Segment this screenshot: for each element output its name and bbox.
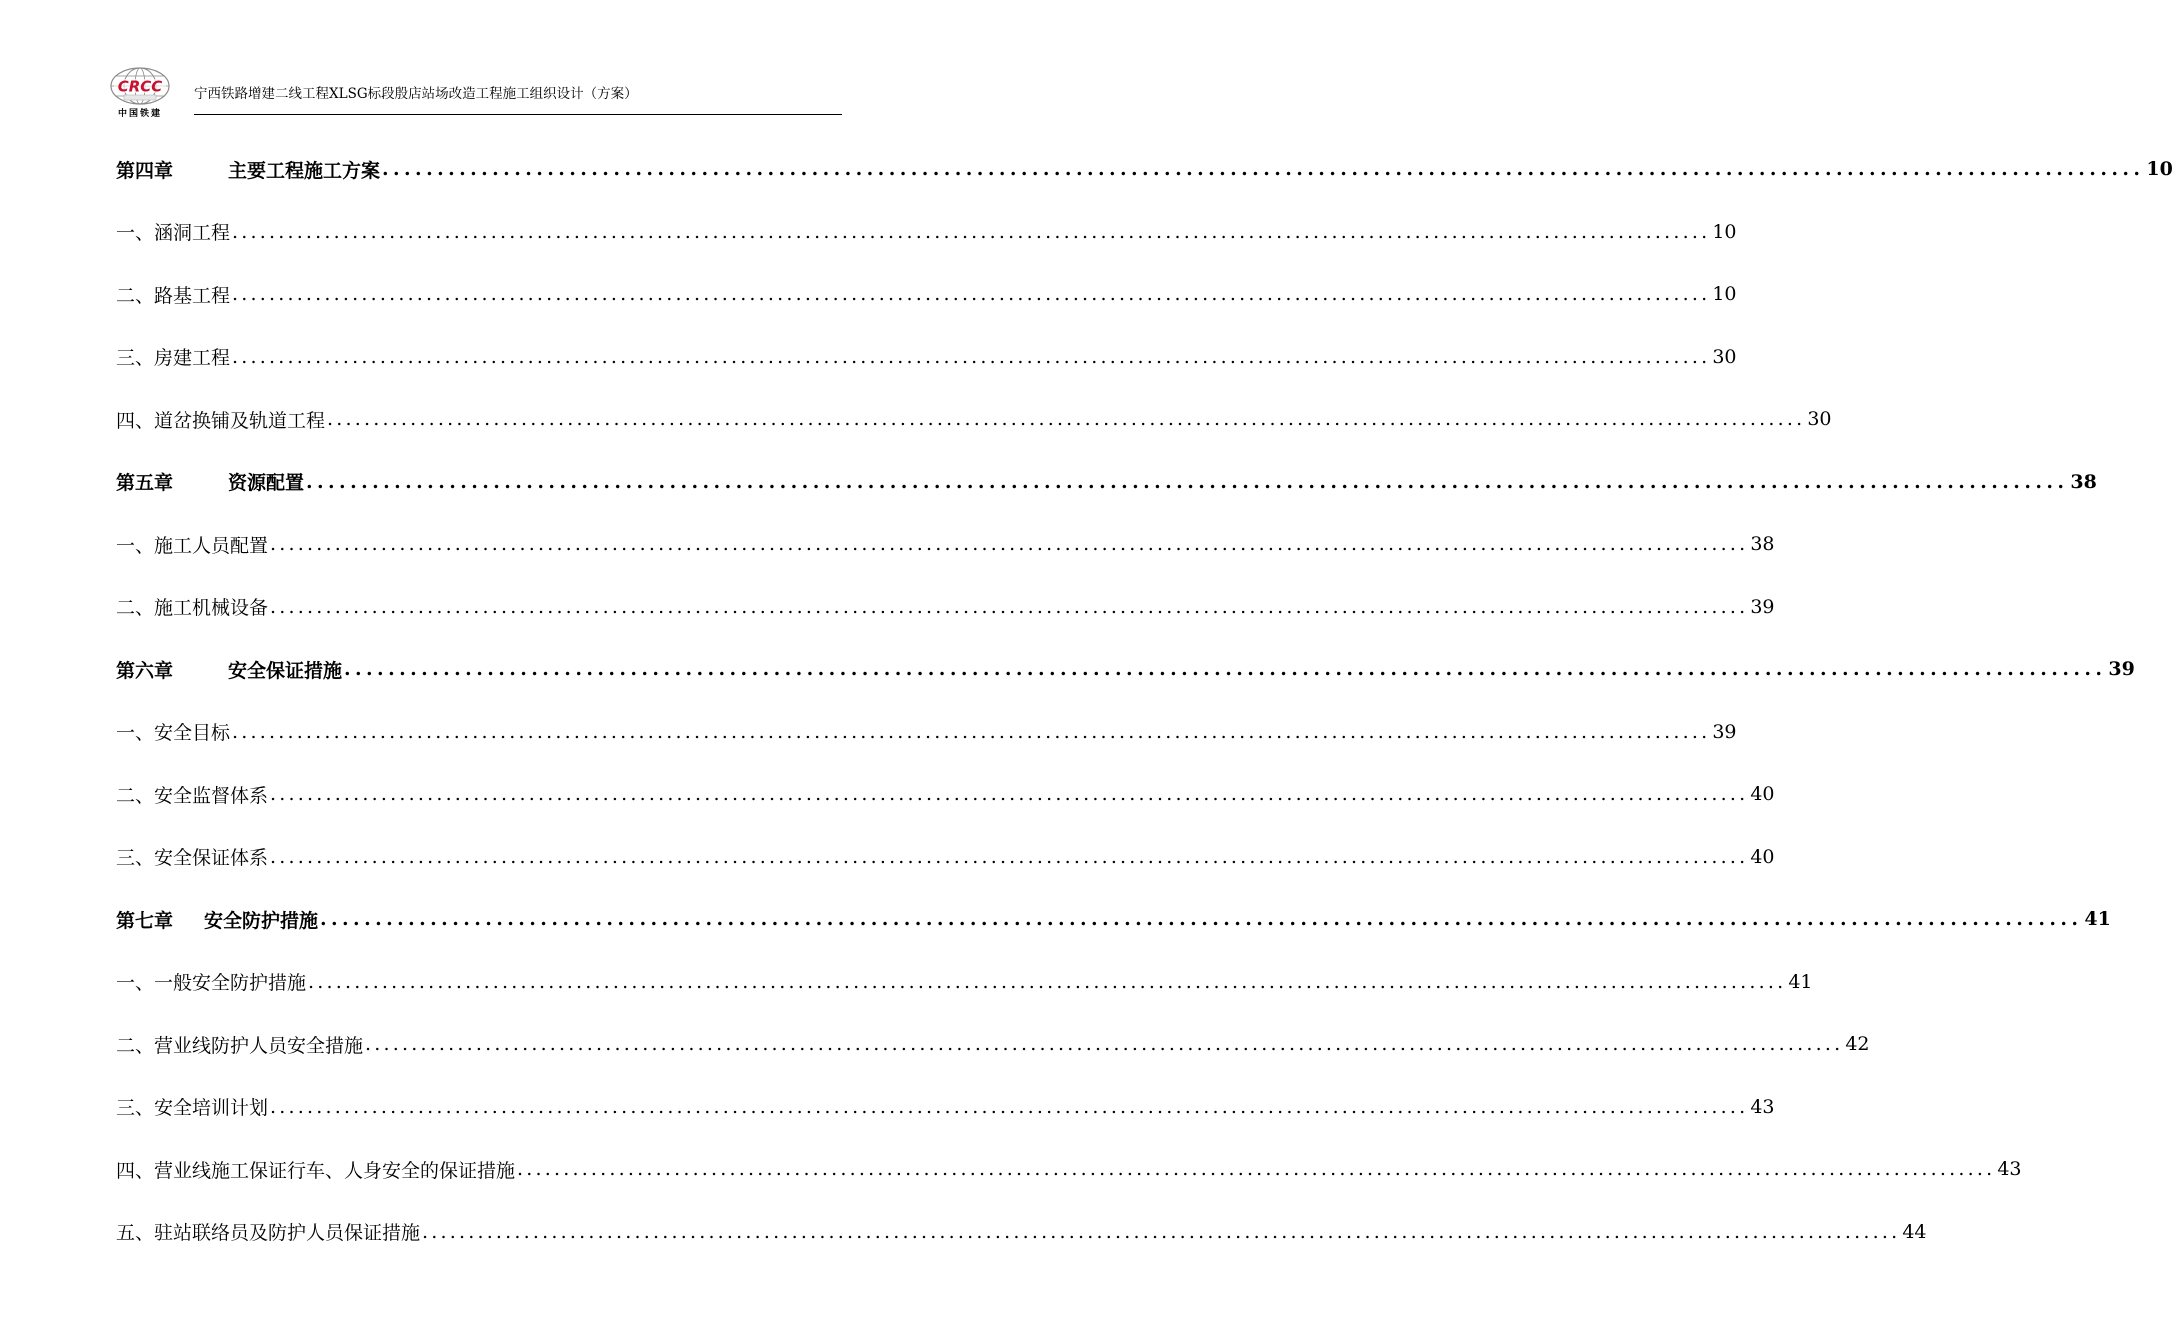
toc-section-entry[interactable] bbox=[116, 263, 1737, 326]
toc-entry-title: 三、安全培训计划 bbox=[116, 1097, 269, 1120]
toc-page-number: 10 bbox=[2146, 158, 2173, 181]
toc-dot-leader: ................................................................................................................................................................ bbox=[270, 1095, 1749, 1118]
toc-entry-title: 三、房建工程 bbox=[116, 347, 231, 370]
toc-dot-leader: ................................................................................................................................................................ bbox=[232, 345, 1711, 368]
toc-dot-leader: ................................................................................................................................................................ bbox=[327, 408, 1806, 431]
toc-dot-leader: ................................................................................................................................................................ bbox=[344, 658, 2107, 681]
toc-entry-title: 资源配置 bbox=[228, 472, 305, 495]
toc-page-number: 44 bbox=[1902, 1220, 1927, 1243]
toc-page-number: 30 bbox=[1712, 345, 1737, 368]
logo-wordmark: CRCC bbox=[117, 77, 163, 96]
toc-page-number: 39 bbox=[1750, 595, 1775, 618]
toc-section-entry[interactable] bbox=[116, 701, 1737, 764]
toc-entry-title: 安全保证措施 bbox=[228, 659, 343, 682]
toc-dot-leader: ................................................................................................................................................................ bbox=[365, 1033, 1844, 1056]
toc-entry-title: 主要工程施工方案 bbox=[228, 159, 381, 182]
toc-entry-title: 三、安全保证体系 bbox=[116, 847, 269, 870]
document-header-title: 宁西铁路增建二线工程XLSG标段殷店站场改造工程施工组织设计（方案） bbox=[194, 86, 638, 102]
toc-chapter-number: 第四章 bbox=[116, 159, 174, 182]
toc-dot-leader: ................................................................................................................................................................ bbox=[232, 220, 1711, 243]
toc-section-entry[interactable] bbox=[116, 1076, 1775, 1139]
toc-chapter-entry[interactable] bbox=[116, 638, 2135, 701]
toc-page-number: 38 bbox=[1750, 533, 1775, 556]
table-of-contents bbox=[116, 138, 2173, 1263]
toc-section-entry[interactable] bbox=[116, 513, 1775, 576]
toc-entry-title: 五、驻站联络员及防护人员保证措施 bbox=[116, 1222, 421, 1245]
toc-entry-title: 二、营业线防护人员安全措施 bbox=[116, 1034, 364, 1057]
crcc-logo bbox=[108, 66, 172, 122]
toc-dot-leader: ................................................................................................................................................................ bbox=[270, 533, 1749, 556]
toc-section-entry[interactable] bbox=[116, 1013, 1870, 1076]
toc-chapter-entry[interactable] bbox=[116, 888, 2111, 951]
toc-chapter-number: 第七章 bbox=[116, 909, 174, 932]
toc-entry-title: 四、营业线施工保证行车、人身安全的保证措施 bbox=[116, 1159, 516, 1182]
toc-section-entry[interactable] bbox=[116, 951, 1813, 1014]
toc-dot-leader: ................................................................................................................................................................ bbox=[232, 720, 1711, 743]
toc-dot-leader: ................................................................................................................................................................ bbox=[320, 908, 2083, 931]
toc-page-number: 40 bbox=[1750, 845, 1775, 868]
toc-page-number: 43 bbox=[1750, 1095, 1775, 1118]
toc-section-entry[interactable] bbox=[116, 326, 1737, 389]
toc-chapter-entry[interactable] bbox=[116, 451, 2097, 514]
toc-entry-title: 二、路基工程 bbox=[116, 284, 231, 307]
toc-section-entry[interactable] bbox=[116, 388, 1832, 451]
logo-caption: 中国铁建 bbox=[117, 109, 162, 119]
toc-page-number: 43 bbox=[1997, 1158, 2022, 1181]
toc-page-number: 40 bbox=[1750, 783, 1775, 806]
toc-page-number: 30 bbox=[1807, 408, 1832, 431]
toc-entry-title: 安全防护措施 bbox=[204, 909, 319, 932]
toc-chapter-number: 第六章 bbox=[116, 659, 174, 682]
toc-page-number: 41 bbox=[1788, 970, 1813, 993]
toc-page-number: 41 bbox=[2084, 908, 2111, 931]
toc-dot-leader: ................................................................................................................................................................ bbox=[270, 595, 1749, 618]
toc-page-number: 39 bbox=[1712, 720, 1737, 743]
toc-dot-leader: ................................................................................................................................................................ bbox=[306, 470, 2069, 493]
toc-page-number: 39 bbox=[2108, 658, 2135, 681]
toc-dot-leader: ................................................................................................................................................................ bbox=[382, 158, 2145, 181]
toc-chapter-entry[interactable] bbox=[116, 138, 2173, 201]
toc-page-number: 10 bbox=[1712, 220, 1737, 243]
page-header bbox=[108, 66, 843, 126]
toc-chapter-number: 第五章 bbox=[116, 472, 174, 495]
toc-dot-leader: ................................................................................................................................................................ bbox=[270, 783, 1749, 806]
header-divider bbox=[194, 114, 842, 115]
toc-section-entry[interactable] bbox=[116, 1138, 2022, 1201]
globe-icon bbox=[108, 66, 172, 108]
toc-entry-title: 一、施工人员配置 bbox=[116, 534, 269, 557]
toc-entry-title: 二、施工机械设备 bbox=[116, 597, 269, 620]
toc-entry-title: 一、一般安全防护措施 bbox=[116, 972, 307, 995]
toc-dot-leader: ................................................................................................................................................................ bbox=[270, 845, 1749, 868]
toc-entry-title: 二、安全监督体系 bbox=[116, 784, 269, 807]
toc-dot-leader: ................................................................................................................................................................ bbox=[232, 283, 1711, 306]
toc-dot-leader: ................................................................................................................................................................ bbox=[422, 1220, 1901, 1243]
toc-page-number: 10 bbox=[1712, 283, 1737, 306]
toc-section-entry[interactable] bbox=[116, 763, 1775, 826]
toc-section-entry[interactable] bbox=[116, 1201, 1927, 1264]
toc-dot-leader: ................................................................................................................................................................ bbox=[517, 1158, 1996, 1181]
toc-entry-title: 四、道岔换铺及轨道工程 bbox=[116, 409, 326, 432]
toc-page-number: 38 bbox=[2070, 470, 2097, 493]
toc-entry-title: 一、涵洞工程 bbox=[116, 222, 231, 245]
toc-page-number: 42 bbox=[1845, 1033, 1870, 1056]
toc-section-entry[interactable] bbox=[116, 826, 1775, 889]
toc-section-entry[interactable] bbox=[116, 576, 1775, 639]
toc-entry-title: 一、安全目标 bbox=[116, 722, 231, 745]
toc-dot-leader: ................................................................................................................................................................ bbox=[308, 970, 1787, 993]
toc-section-entry[interactable] bbox=[116, 201, 1737, 264]
